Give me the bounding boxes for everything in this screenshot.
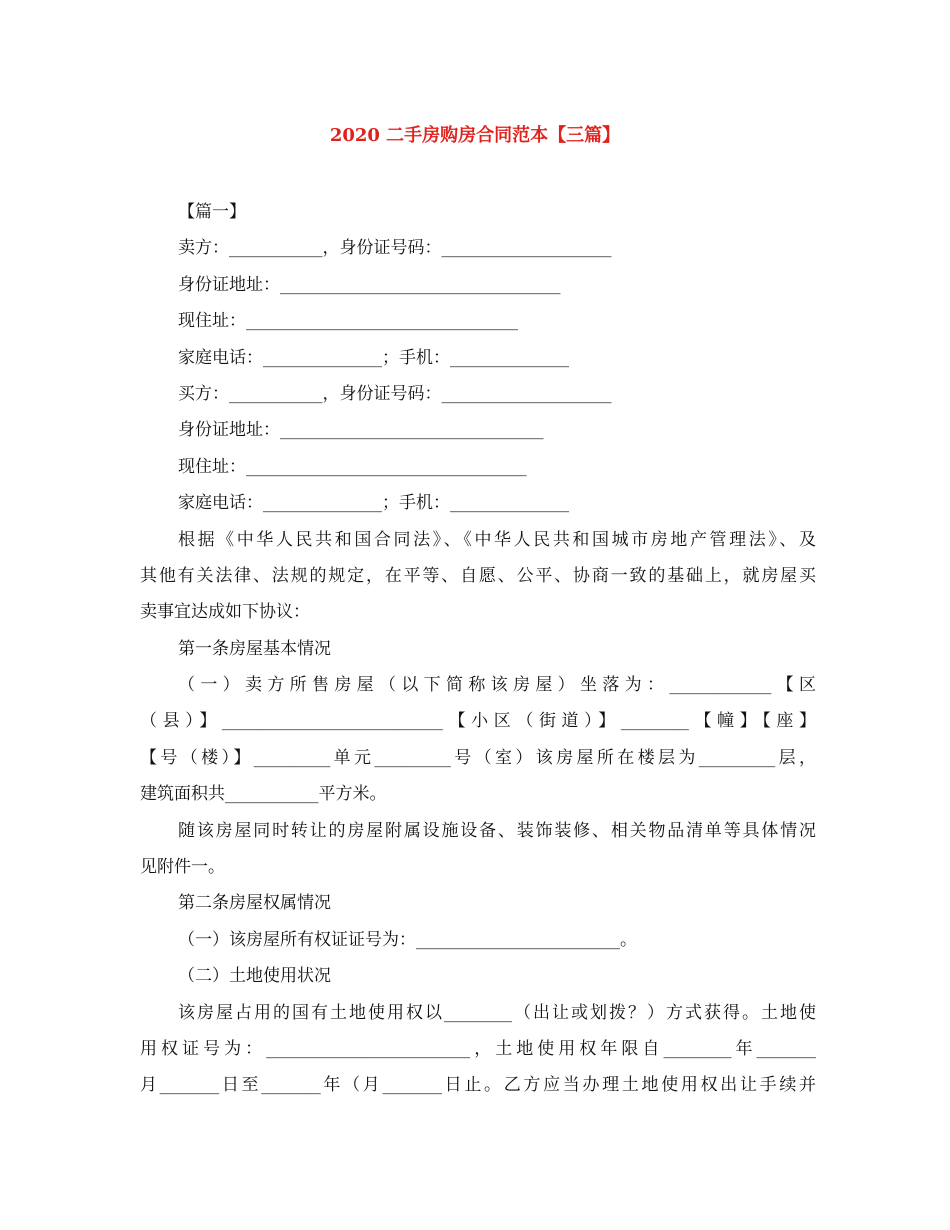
paragraph-line: 月_______日至_______年（月_______日止。乙方应当办理土地使用权出让手续并 xyxy=(140,1075,816,1096)
paragraph-line: 【号（楼）】_________单元_________号（室）该房屋所在楼层为_________层， xyxy=(140,747,816,768)
article-heading: 第一条房屋基本情况 xyxy=(178,638,331,659)
buyer-id-address-line: 身份证地址：_______________________________ xyxy=(178,420,544,441)
document-title: 2020 二手房购房合同范本【三篇】 xyxy=(329,125,621,146)
paragraph-line: 建筑面积共___________平方米。 xyxy=(140,784,387,805)
seller-id-address-line: 身份证地址：_________________________________ xyxy=(178,274,561,295)
paragraph-line: （一）卖方所售房屋（以下简称该房屋）坐落为：____________【区 xyxy=(178,675,816,696)
paragraph-line: 根据《中华人民共和国合同法》、《中华人民共和国城市房地产管理法》、及 xyxy=(178,529,816,550)
paragraph-line: 用权证号为：________________________，土地使用权年限自________年_______ xyxy=(140,1038,816,1059)
paragraph-line: 其他有关法律、法规的规定，在平等、自愿、公平、协商一致的基础上，就房屋买 xyxy=(140,565,816,586)
document-body xyxy=(140,194,816,1104)
buyer-phone-line: 家庭电话：______________；手机：______________ xyxy=(178,493,569,514)
section-heading: 【篇一】 xyxy=(178,202,246,222)
paragraph-line: （县）】__________________________【小区（街道）】________【幢】【座】 xyxy=(140,711,816,732)
paragraph-line: 卖事宜达成如下协议： xyxy=(140,602,310,623)
buyer-name-line: 买方：___________，身份证号码：____________________ xyxy=(178,383,612,404)
paragraph-line: （一）该房屋所有权证证号为：________________________。 xyxy=(178,929,637,950)
seller-name-line: 卖方：___________，身份证号码：____________________ xyxy=(178,238,612,259)
paragraph-line: 随该房屋同时转让的房屋附属设施设备、装饰装修、相关物品清单等具体情况 xyxy=(178,820,816,841)
article-heading: 第二条房屋权属情况 xyxy=(178,893,331,914)
seller-phone-line: 家庭电话：______________；手机：______________ xyxy=(178,347,569,368)
paragraph-line: 见附件一。 xyxy=(140,857,225,878)
paragraph-line: （二）土地使用状况 xyxy=(178,966,331,987)
buyer-current-address-line: 现住址：_________________________________ xyxy=(178,456,527,477)
paragraph-line: 该房屋占用的国有土地使用权以________（出让或划拨？）方式获得。土地使 xyxy=(178,1002,816,1023)
seller-current-address-line: 现住址：________________________________ xyxy=(178,311,518,332)
